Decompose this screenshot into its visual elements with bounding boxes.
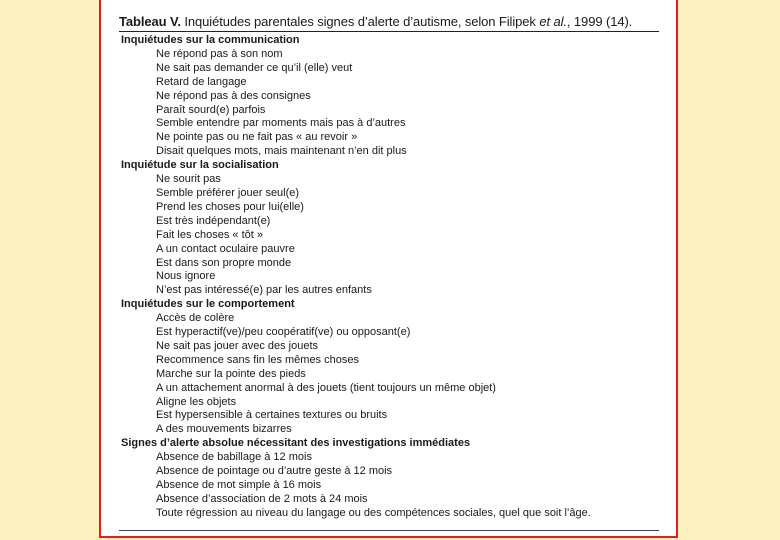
document-page (99, 0, 678, 538)
list-item: A des mouvements bizarres (156, 423, 292, 436)
list-item: Paraît sourd(e) parfois (156, 103, 266, 116)
list-item: Ne sait pas demander ce qu’il (elle) veut (156, 61, 353, 74)
list-item: Nous ignore (156, 270, 216, 283)
list-item: Est hyperactif(ve)/peu coopératif(ve) ou opposant(e) (156, 326, 411, 339)
list-item: Est très indépendant(e) (156, 214, 271, 227)
list-item: A un attachement anormal à des jouets (tient toujours un même objet) (156, 381, 496, 394)
list-item: Ne pointe pas ou ne fait pas « au revoir » (156, 131, 358, 144)
title-rule (119, 31, 659, 32)
bottom-rule (119, 530, 659, 531)
table-title-label: Tableau V. (119, 14, 181, 29)
list-item: Disait quelques mots, mais maintenant n’en dit plus (156, 145, 407, 158)
list-item: A un contact oculaire pauvre (156, 242, 295, 255)
list-item: Ne sourit pas (156, 173, 221, 186)
list-item: Ne répond pas à son nom (156, 47, 283, 60)
list-item: Marche sur la pointe des pieds (156, 367, 306, 380)
table-title (119, 13, 659, 30)
list-item: Est hypersensible à certaines textures ou bruits (156, 409, 388, 422)
section-heading: Signes d’alerte absolue nécessitant des investigations immédiates (121, 437, 471, 450)
section-heading: Inquiétudes sur le comportement (121, 298, 295, 311)
list-item: Semble entendre par moments mais pas à d’autres (156, 117, 406, 130)
list-item: Ne répond pas à des consignes (156, 89, 311, 102)
table-title-ref: , 1999 (14). (566, 14, 633, 29)
table-v (119, 13, 659, 521)
section-heading: Inquiétudes sur la communication (121, 34, 300, 46)
list-item: Est dans son propre monde (156, 256, 292, 269)
list-item: Semble préférer jouer seul(e) (156, 186, 300, 199)
list-item: Absence d’association de 2 mots à 24 mois (156, 492, 368, 505)
list-item: Prend les choses pour lui(elle) (156, 200, 304, 213)
list-item: Toute régression au niveau du langage ou des compétences sociales, quel que soit l’âge. (156, 506, 591, 519)
section-heading: Inquiétude sur la socialisation (121, 159, 279, 172)
list-item: Accès de colère (156, 312, 235, 325)
list-item: Absence de mot simple à 16 mois (156, 479, 322, 491)
list-item: Retard de langage (156, 75, 247, 88)
list-item: Absence de babillage à 12 mois (156, 451, 312, 464)
list-item: Aligne les objets (156, 395, 237, 408)
table-title-text: Inquiétudes parentales signes d’alerte d’autisme, selon Filipek (180, 14, 540, 29)
list-item: Absence de pointage ou d’autre geste à 12 mois (156, 465, 393, 478)
sections-container (119, 34, 659, 521)
list-item: Recommence sans fin les mêmes choses (156, 353, 359, 366)
list-item: Fait les choses « tôt » (156, 228, 263, 241)
list-item: N’est pas intéressé(e) par les autres enfants (156, 284, 372, 297)
table-title-etal: et al. (539, 14, 567, 29)
list-item: Ne sait pas jouer avec des jouets (156, 339, 319, 352)
